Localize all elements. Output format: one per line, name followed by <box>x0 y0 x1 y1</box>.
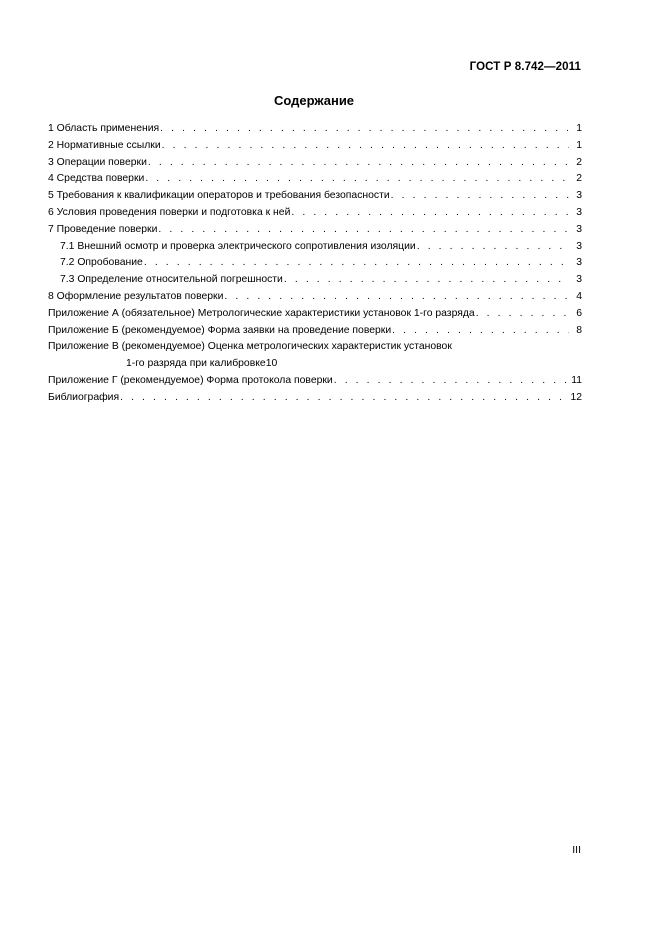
dot-leader <box>391 188 569 205</box>
toc-entry-label: 7.1 Внешний осмотр и проверка электрического сопротивления изоляции <box>60 240 416 252</box>
table-of-contents <box>48 121 582 407</box>
toc-entry-7-2[interactable] <box>48 255 582 272</box>
toc-entry-label: 7.3 Определение относительной погрешности <box>60 274 283 286</box>
dot-leader <box>144 255 569 272</box>
toc-entry-7-1[interactable] <box>48 239 582 256</box>
toc-entry-7[interactable] <box>48 222 582 239</box>
toc-entry-page: 1 <box>576 123 582 134</box>
toc-entry-continuation <box>48 356 582 373</box>
document-code: ГОСТ Р 8.742—2011 <box>469 61 581 73</box>
toc-entry-label: 5 Требования к квалификации операторов и требования безопасности <box>48 190 390 202</box>
dot-leader <box>158 222 569 239</box>
toc-entry-page: 3 <box>576 206 582 218</box>
toc-entry-page: 4 <box>576 290 582 302</box>
toc-entry-page: 3 <box>576 257 582 269</box>
toc-entry-appendix-g[interactable] <box>48 373 582 390</box>
toc-entry-page: 3 <box>576 240 582 252</box>
toc-entry-4[interactable] <box>48 171 582 188</box>
toc-entry-8[interactable] <box>48 289 582 306</box>
dot-leader <box>160 121 569 138</box>
toc-entry-appendix-a[interactable] <box>48 306 582 323</box>
toc-entry-page: 2 <box>576 173 582 185</box>
toc-entry-7-3[interactable] <box>48 272 582 289</box>
toc-entry-appendix-v[interactable] <box>48 339 582 373</box>
dot-leader <box>148 155 569 172</box>
toc-entry-2[interactable] <box>48 138 582 155</box>
toc-entry-label: 8 Оформление результатов поверки <box>48 290 224 302</box>
toc-entry-page: 3 <box>576 223 582 235</box>
dot-leader <box>284 272 569 289</box>
toc-entry-label: Библиография <box>48 391 120 403</box>
dot-leader <box>291 205 569 222</box>
toc-entry-page: 11 <box>571 374 582 386</box>
toc-entry-1[interactable] <box>48 121 582 138</box>
toc-entry-label: Приложение А (обязательное) Метрологические характеристики установок 1-го разряда <box>48 307 475 319</box>
toc-entry-label: Приложение Г (рекомендуемое) Форма протокола поверки <box>48 374 333 386</box>
toc-entry-page: 2 <box>576 156 582 168</box>
toc-entry-label: 3 Операции поверки <box>48 156 147 168</box>
dot-leader <box>392 323 569 340</box>
toc-entry-label: 6 Условия проведения поверки и подготовка к ней <box>48 206 291 218</box>
dot-leader <box>476 306 569 323</box>
dot-leader <box>145 171 569 188</box>
toc-heading: Содержание <box>273 93 355 108</box>
toc-entry-label: 4 Средства поверки <box>48 173 145 185</box>
page-number: III <box>572 844 581 856</box>
toc-entry-label: 7 Проведение поверки <box>48 223 158 235</box>
toc-entry-6[interactable] <box>48 205 582 222</box>
toc-entry-page: 3 <box>576 190 582 202</box>
dot-leader <box>162 138 569 155</box>
toc-entry-page: 12 <box>570 391 582 403</box>
toc-entry-3[interactable] <box>48 155 582 172</box>
dot-leader <box>224 289 569 306</box>
toc-entry-label-continued: 1-го разряда при калибровке <box>126 358 266 370</box>
toc-entry-label: 1 Область применения <box>48 123 160 134</box>
toc-entry-page: 10 <box>265 358 278 370</box>
dot-leader <box>334 373 568 390</box>
toc-entry-label: 2 Нормативные ссылки <box>48 139 161 151</box>
toc-entry-label: 7.2 Опробование <box>60 257 143 269</box>
toc-entry-page: 1 <box>576 139 582 151</box>
dot-leader <box>417 239 569 256</box>
toc-entry-page: 3 <box>576 274 582 286</box>
dot-leader <box>120 390 567 407</box>
toc-entry-label: Приложение В (рекомендуемое) Оценка метрологических характеристик установок <box>48 341 452 353</box>
toc-entry-bibliography[interactable] <box>48 390 582 407</box>
toc-entry-label: Приложение Б (рекомендуемое) Форма заявки на проведение поверки <box>48 324 392 336</box>
toc-entry-appendix-b[interactable] <box>48 323 582 340</box>
toc-entry-page: 8 <box>576 324 582 336</box>
toc-entry-5[interactable] <box>48 188 582 205</box>
toc-entry-page: 6 <box>576 307 582 319</box>
